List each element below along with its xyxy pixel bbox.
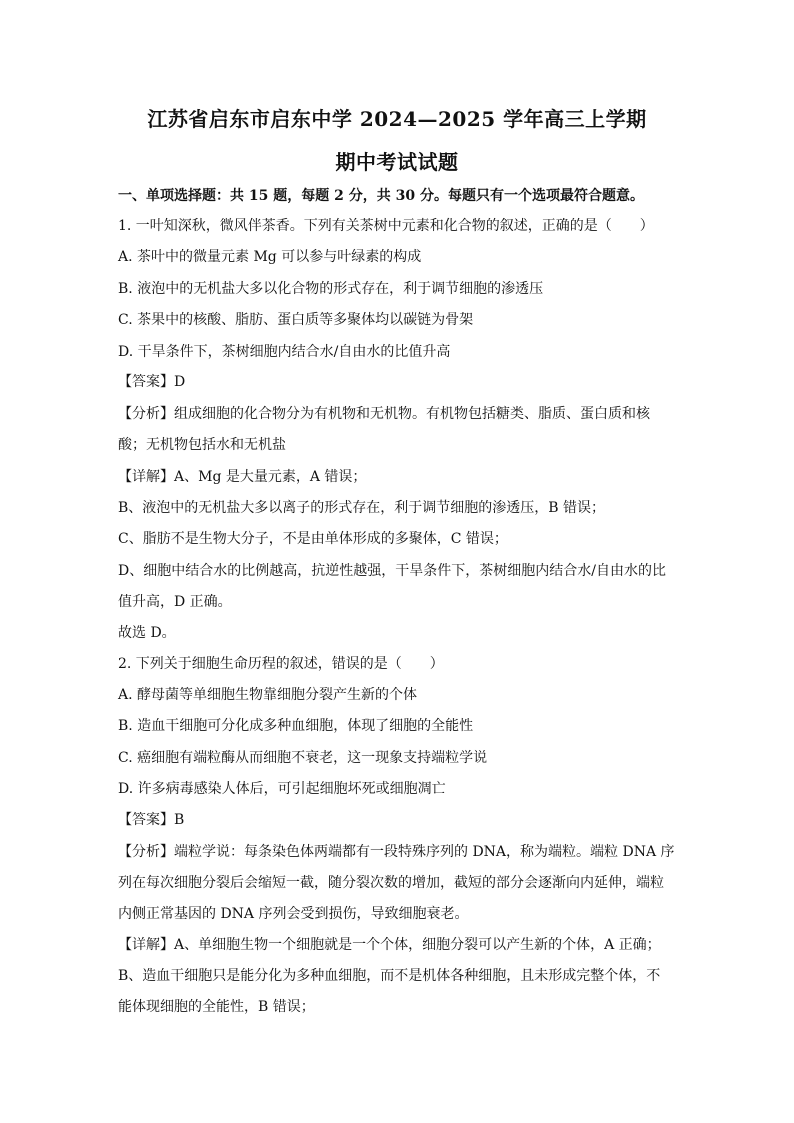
q1-answer: 【答案】D (118, 374, 186, 390)
q1-option-a: A. 茶叶中的微量元素 Mg 可以参与叶绿素的构成 (118, 249, 422, 265)
document-title-line-1: 江苏省启东市启东中学 2024—2025 学年高三上学期 (147, 107, 647, 131)
q2-analysis-line-1: 【分析】端粒学说：每条染色体两端都有一段特殊序列的 DNA，称为端粒。端粒 DNA 序 (118, 844, 675, 860)
q1-detail-line-5: 值升高，D 正确。 (118, 594, 232, 610)
document-title-line-2: 期中考试试题 (335, 150, 459, 174)
q2-option-a: A. 酵母菌等单细胞生物靠细胞分裂产生新的个体 (118, 687, 418, 703)
q1-detail-line-2: B、液泡中的无机盐大多以离子的形式存在，利于调节细胞的渗透压，B 错误； (118, 500, 606, 516)
q1-analysis-line-2: 酸；无机物包括水和无机盐 (118, 437, 286, 453)
q2-option-b: B. 造血干细胞可分化成多种血细胞，体现了细胞的全能性 (118, 718, 474, 734)
q2-analysis-line-3: 内侧正常基因的 DNA 序列会受到损伤，导致细胞衰老。 (118, 906, 469, 922)
q2-option-c: C. 癌细胞有端粒酶从而细胞不衰老，这一现象支持端粒学说 (118, 750, 488, 766)
q1-option-b: B. 液泡中的无机盐大多以化合物的形式存在，利于调节细胞的渗透压 (118, 281, 544, 297)
q2-analysis-line-2: 列在每次细胞分裂后会缩短一截，随分裂次数的增加，截短的部分会逐渐向内延伸，端粒 (118, 875, 664, 891)
q1-detail-line-4: D、细胞中结合水的比例越高，抗逆性越强，干旱条件下，茶树细胞内结合水/自由水的比 (118, 563, 666, 579)
q1-detail-line-3: C、脂肪不是生物大分子，不是由单体形成的多聚体，C 错误； (118, 531, 508, 547)
q1-analysis-line-1: 【分析】组成细胞的化合物分为有机物和无机物。有机物包括糖类、脂质、蛋白质和核 (118, 406, 650, 422)
q1-option-c: C. 茶果中的核酸、脂肪、蛋白质等多聚体均以碳链为骨架 (118, 312, 474, 328)
q2-option-d: D. 许多病毒感染人体后，可引起细胞坏死或细胞凋亡 (118, 781, 446, 797)
q1-stem: 1. 一叶知深秋，微风伴茶香。下列有关茶树中元素和化合物的叙述，正确的是（ ） (118, 218, 654, 234)
q2-stem: 2. 下列关于细胞生命历程的叙述，错误的是（ ） (118, 656, 444, 672)
q2-detail-line-3: 能体现细胞的全能性，B 错误； (118, 999, 315, 1015)
q2-detail-line-1: 【详解】A、单细胞生物一个细胞就是一个个体，细胞分裂可以产生新的个体，A 正确； (118, 937, 661, 953)
q1-detail-line-1: 【详解】A、Mg 是大量元素，A 错误； (118, 469, 367, 485)
section-heading: 一、单项选择题：共 15 题，每题 2 分，共 30 分。每题只有一个选项最符合题意。 (118, 188, 644, 204)
q2-detail-line-2: B、造血干细胞只是能分化为多种血细胞，而不是机体各种细胞，且未形成完整个体，不 (118, 968, 661, 984)
q1-option-d: D. 干旱条件下，茶树细胞内结合水/自由水的比值升高 (118, 344, 451, 360)
q2-answer: 【答案】B (118, 812, 185, 828)
q1-conclusion: 故选 D。 (118, 625, 176, 641)
